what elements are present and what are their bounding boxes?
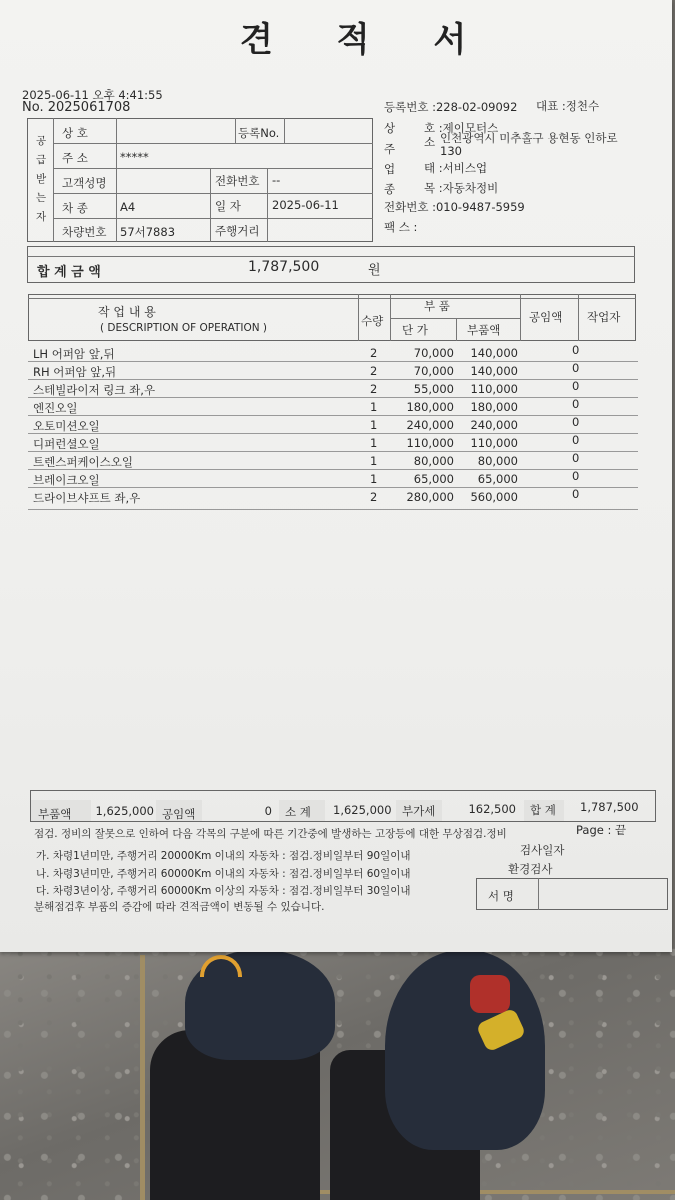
timestamp: 2025-06-11 오후 4:41:55 xyxy=(22,88,163,102)
row-description: 디퍼런셜오일 xyxy=(33,437,100,451)
row-labor: 0 xyxy=(572,397,580,411)
table-row xyxy=(0,415,640,433)
summary-parts-label: 부품액 xyxy=(38,807,72,821)
warranty-item-da: 다. 차령3년이상, 주행거리 60000Km 이상의 자동차 : 점검.정비일부터 30일이내 xyxy=(36,885,411,897)
header-parts-amount: 부품액 xyxy=(467,323,501,337)
row-qty: 2 xyxy=(370,346,378,360)
model-value: A4 xyxy=(120,200,136,214)
table-row xyxy=(0,361,640,379)
summary-sum-label: 합 계 xyxy=(530,803,556,817)
table-row xyxy=(0,469,640,487)
row-unit-price: 280,000 xyxy=(406,490,454,504)
environment-inspection-label: 환경검사 xyxy=(508,862,553,876)
supplier-name: 호 :제이모터스 xyxy=(424,121,499,135)
inspection-date-label: 검사일자 xyxy=(520,843,565,857)
phone-label: 전화번호 xyxy=(215,174,260,188)
summary-sum-value: 1,787,500 xyxy=(580,800,639,814)
summary-vat-label: 부가세 xyxy=(402,804,436,818)
plate-label: 차량번호 xyxy=(62,225,107,239)
page-indicator: Page : 끝 xyxy=(576,823,627,837)
row-parts-amount: 180,000 xyxy=(470,400,518,414)
supplier-item: 목 :자동차정비 xyxy=(424,181,499,195)
row-parts-amount: 560,000 xyxy=(470,490,518,504)
table-row xyxy=(0,487,640,505)
supplier-regno: 등록번호 :228-02-09092 xyxy=(384,100,518,114)
signature-label: 서 명 xyxy=(488,889,514,903)
right-shoe xyxy=(385,950,545,1150)
row-description: RH 어퍼암 앞,뒤 xyxy=(33,365,117,379)
document-number: No. 2025061708 xyxy=(22,100,131,115)
row-parts-amount: 140,000 xyxy=(470,346,518,360)
row-parts-amount: 240,000 xyxy=(470,418,518,432)
table-row xyxy=(0,379,640,397)
row-unit-price: 80,000 xyxy=(413,454,454,468)
row-unit-price: 240,000 xyxy=(406,418,454,432)
row-unit-price: 180,000 xyxy=(406,400,454,414)
header-unit-price: 단 가 xyxy=(402,323,428,337)
model-label: 차 종 xyxy=(62,201,88,215)
row-parts-amount: 65,000 xyxy=(477,472,518,486)
supplier-fax: 팩 스 : xyxy=(384,220,418,234)
summary-subtotal-value: 1,625,000 xyxy=(333,803,392,817)
date-value: 2025-06-11 xyxy=(272,198,339,212)
phone-value: -- xyxy=(272,173,281,187)
row-unit-price: 110,000 xyxy=(406,436,454,450)
header-parts: 부 품 xyxy=(424,299,450,313)
row-qty: 2 xyxy=(370,364,378,378)
row-qty: 1 xyxy=(370,454,378,468)
row-parts-amount: 110,000 xyxy=(470,382,518,396)
regno-label: 등록No. xyxy=(238,126,280,140)
document-title: 견 적 서 xyxy=(240,20,493,60)
row-description: LH 어퍼암 앞,뒤 xyxy=(33,347,115,361)
total-amount-unit: 원 xyxy=(368,263,381,278)
header-qty: 수량 xyxy=(361,314,384,328)
row-qty: 1 xyxy=(370,418,378,432)
table-row xyxy=(0,433,640,451)
supplier-ceo: 대표 :정천수 xyxy=(536,99,600,113)
supplier-addr-label: 주 xyxy=(384,142,396,156)
address-value: ***** xyxy=(120,150,149,164)
row-qty: 2 xyxy=(370,382,378,396)
table-row xyxy=(0,451,640,469)
receiver-section-label: 공 급 받 는 자 xyxy=(36,135,47,223)
row-unit-price: 65,000 xyxy=(413,472,454,486)
supplier-address-line1: 인천광역시 미추홀구 용현동 인하로 xyxy=(440,131,618,145)
total-amount-box xyxy=(27,246,635,283)
disclaimer: 분해점검후 부품의 증감에 따라 견적금액이 변동될 수 있습니다. xyxy=(34,901,325,913)
summary-subtotal-label: 소 계 xyxy=(285,805,311,819)
row-unit-price: 70,000 xyxy=(413,346,454,360)
row-labor: 0 xyxy=(572,415,580,429)
row-labor: 0 xyxy=(572,433,580,447)
row-description: 드라이브샤프트 좌,우 xyxy=(33,491,141,505)
address-label: 주 소 xyxy=(62,151,88,165)
row-labor: 0 xyxy=(572,379,580,393)
supplier-biz-label: 업 xyxy=(384,162,396,176)
supplier-item-label: 종 xyxy=(384,182,396,196)
plate-value: 57서7883 xyxy=(120,225,176,239)
header-worker: 작업자 xyxy=(587,310,621,324)
supplier-name-label: 상 xyxy=(384,121,396,135)
supplier-addr-mid: 소 xyxy=(424,135,436,149)
row-description: 오토미션오일 xyxy=(33,419,100,433)
summary-labor-label: 공임액 xyxy=(162,807,196,821)
row-description: 트렌스퍼케이스오일 xyxy=(33,455,133,469)
supplier-phone: 전화번호 :010-9487-5959 xyxy=(384,200,525,214)
row-qty: 1 xyxy=(370,400,378,414)
row-description: 엔진오일 xyxy=(33,401,78,415)
header-description: ( DESCRIPTION OF OPERATION ) xyxy=(100,322,268,334)
row-unit-price: 70,000 xyxy=(413,364,454,378)
row-qty: 2 xyxy=(370,490,378,504)
sangho-label: 상 호 xyxy=(62,126,88,140)
supplier-address-line2: 130 xyxy=(440,144,462,158)
row-unit-price: 55,000 xyxy=(413,382,454,396)
row-description: 스테빌라이저 링크 좌,우 xyxy=(33,383,156,397)
row-parts-amount: 80,000 xyxy=(477,454,518,468)
row-labor: 0 xyxy=(572,469,580,483)
warranty-item-ga: 가. 차령1년미만, 주행거리 20000Km 이내의 자동차 : 점검.정비일부터 90일이내 xyxy=(36,850,411,862)
summary-vat-value: 162,500 xyxy=(468,802,516,816)
total-amount-value: 1,787,500 xyxy=(248,259,320,275)
mileage-label: 주행거리 xyxy=(215,224,260,238)
header-labor: 공임액 xyxy=(529,310,563,324)
row-description: 브레이크오일 xyxy=(33,473,100,487)
row-labor: 0 xyxy=(572,487,580,501)
row-labor: 0 xyxy=(572,361,580,375)
row-labor: 0 xyxy=(572,343,580,357)
warranty-item-na: 나. 차령3년미만, 주행거리 60000Km 이내의 자동차 : 점검.정비일부터 60일이내 xyxy=(36,868,411,880)
warranty-notice: 점검. 정비의 잘못으로 인하여 다음 각목의 구분에 따른 기간중에 발생하는 고장등에 대한 무상점검.정비 xyxy=(34,828,507,840)
customer-label: 고객성명 xyxy=(62,176,107,190)
floor-tile-line xyxy=(140,955,145,1200)
table-row xyxy=(0,343,640,361)
row-qty: 1 xyxy=(370,472,378,486)
summary-labor-value: 0 xyxy=(264,804,272,818)
header-work: 작 업 내 용 xyxy=(98,305,156,319)
row-qty: 1 xyxy=(370,436,378,450)
summary-parts-value: 1,625,000 xyxy=(95,804,154,818)
supplier-business-type: 태 :서비스업 xyxy=(424,161,488,175)
row-parts-amount: 140,000 xyxy=(470,364,518,378)
row-parts-amount: 110,000 xyxy=(470,436,518,450)
table-row xyxy=(0,397,640,415)
total-amount-label: 합 계 금 액 xyxy=(37,265,101,280)
row-labor: 0 xyxy=(572,451,580,465)
shoe-jibbitz-red xyxy=(470,975,510,1013)
date-label: 일 자 xyxy=(215,199,241,213)
